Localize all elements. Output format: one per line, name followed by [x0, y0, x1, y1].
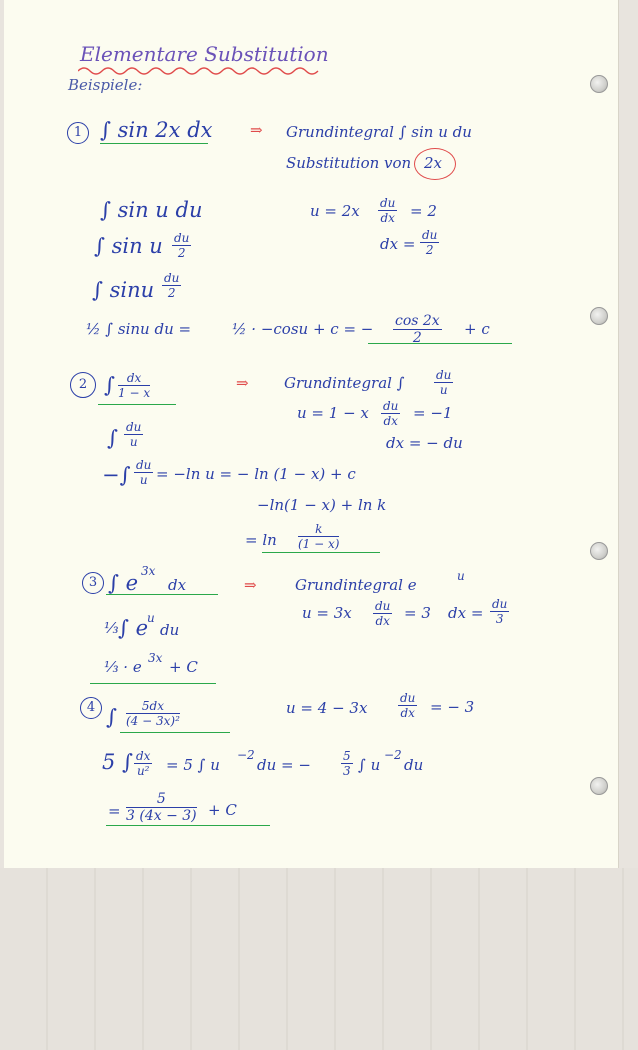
ex2-integral-sign: ∫	[104, 373, 115, 397]
ex4-fraction: $\frac{5dx}{\text{(4 − 3x)²}}$	[126, 699, 180, 728]
ex3-eq-three: = 3	[404, 604, 431, 622]
ex1-step2: ∫ sin u	[94, 234, 163, 258]
ex1-grundintegral: Grundintegral ∫ sin u du	[286, 123, 472, 141]
ex4-result-fraction: $\frac{5}{3 (4x - 3)}$	[126, 791, 197, 824]
ex1-substitution: Substitution von	[286, 154, 412, 172]
ex1-eq-two: = 2	[410, 202, 437, 220]
ex1-half-integral: ½ ∫ sinu du =	[86, 320, 192, 338]
implies-arrow: ⇒	[236, 374, 249, 392]
punch-hole	[590, 777, 608, 795]
example-number: 4	[80, 697, 102, 719]
ex4-step1-du: du	[404, 756, 424, 774]
punch-hole	[590, 75, 608, 93]
subtitle: Beispiele:	[68, 76, 143, 94]
ex4-step1-mid: = 5 ∫ u	[166, 756, 220, 774]
ex4-step1-exp: −2	[237, 748, 255, 762]
punch-hole	[590, 542, 608, 560]
highlight-circle	[414, 148, 456, 180]
ex4-eq-minus-three: = − 3	[430, 698, 475, 716]
ex3-step1-du: du	[160, 621, 180, 639]
ex3-result-underline	[90, 683, 216, 684]
ex4-result-c: + C	[208, 801, 237, 819]
ex3-du-dx: $\frac{du}{dx}$	[375, 599, 391, 628]
ex2-grundintegral: Grundintegral ∫	[284, 374, 405, 392]
ex3-step1-exp: u	[147, 611, 155, 625]
ex4-result-eq: =	[108, 802, 121, 820]
ex4-step1-exp2: −2	[384, 748, 402, 762]
ex2-dx-eq: dx = − du	[386, 434, 463, 452]
ex2-du-over-u: $\frac{du}{u}$	[126, 420, 142, 449]
ex2-fraction: $\frac{dx}{1 - x}$	[118, 371, 151, 400]
ex2-grund-fraction: $\frac{du}{u}$	[436, 368, 452, 397]
ex2-step2-pre: −∫	[102, 463, 131, 487]
ex2-du-dx: $\frac{du}{dx}$	[383, 399, 399, 428]
ex1-result-underline	[368, 343, 512, 344]
ex2-u-def: u = 1 − x	[297, 404, 369, 422]
ex2-eq-minus-one: = −1	[413, 404, 453, 422]
ex4-step1-end: ∫ u	[358, 756, 381, 774]
ex3-u-def: u = 3x	[302, 604, 352, 622]
ex1-du-over-two: $\frac{du}{2}$	[174, 231, 190, 260]
ex1-cos-fraction: $\frac{\cos 2x}{2}$	[395, 313, 440, 346]
punch-hole	[590, 307, 608, 325]
ex4-step1-mid2: du = −	[257, 756, 311, 774]
ex3-result-exp: 3x	[148, 651, 163, 665]
ex3-grund-exp: u	[457, 569, 465, 583]
ex3-exponent: 3x	[141, 564, 156, 578]
ex1-plus-c: + c	[464, 320, 490, 338]
ex1-u-def: u = 2x	[310, 202, 360, 220]
ex1-step3: ∫ sinu	[92, 278, 155, 302]
ex2-step1-int: ∫	[107, 426, 118, 450]
ex1-underline	[100, 143, 208, 144]
ex4-step1-pre: 5 ∫	[102, 750, 133, 774]
ex3-grundintegral: Grundintegral e	[295, 576, 417, 594]
ex3-underline	[106, 594, 218, 595]
ex4-dx-over-u2: $\frac{dx}{\text{u²}}$	[136, 749, 151, 778]
ex1-du-over-two: $\frac{du}{2}$	[164, 271, 180, 300]
ex3-step1: ∫ e	[118, 616, 149, 640]
ex3-du-over-three: $\frac{du}{3}$	[492, 597, 508, 626]
ex3-dx: dx	[168, 576, 187, 594]
ex2-step3: −ln(1 − x) + ln k	[257, 496, 387, 514]
example-number: 2	[70, 372, 96, 398]
ex1-half-result: ½ · −cosu + c = −	[232, 320, 374, 338]
ex4-five-thirds: $\frac{5}{3}$	[343, 749, 351, 778]
example-number: 3	[82, 572, 104, 594]
ex1-step1: ∫ sin u du	[100, 198, 203, 222]
ex1-subst-term: 2x	[424, 154, 443, 172]
ex2-result-underline	[262, 552, 380, 553]
ex4-du-dx: $\frac{du}{dx}$	[400, 691, 416, 720]
ex2-du-over-u: $\frac{du}{u}$	[136, 458, 152, 487]
implies-arrow: ⇒	[250, 121, 263, 139]
ex3-third: ⅓	[104, 619, 119, 637]
ex3-result-c: + C	[169, 658, 198, 676]
ex2-ln-fraction: $\frac{k}{(1 - x)}$	[298, 522, 340, 551]
desk-background	[0, 868, 638, 1050]
ex3-integral: ∫ e	[108, 571, 139, 595]
ex1-integral: ∫ sin 2x dx	[100, 118, 213, 142]
ex3-dx-eq: dx =	[448, 604, 484, 622]
ex3-result: ⅓ · e	[104, 658, 142, 676]
example-number: 1	[67, 122, 89, 144]
ex4-integral-sign: ∫	[106, 705, 117, 729]
ex4-underline	[120, 732, 230, 733]
ex2-step4-pre: = ln	[245, 531, 277, 549]
ex2-step2: = −ln u = − ln (1 − x) + c	[156, 465, 356, 483]
page-title: Elementare Substitution	[80, 42, 329, 66]
ex4-u-def: u = 4 − 3x	[286, 699, 368, 717]
implies-arrow: ⇒	[244, 576, 257, 594]
ex1-dx-eq: dx =	[380, 235, 416, 253]
ex1-du-over-two: $\frac{du}{2}$	[422, 228, 438, 257]
ex2-underline	[98, 404, 176, 405]
ex1-du-dx: $\frac{du}{dx}$	[380, 196, 396, 225]
ex4-result-underline	[106, 825, 270, 826]
